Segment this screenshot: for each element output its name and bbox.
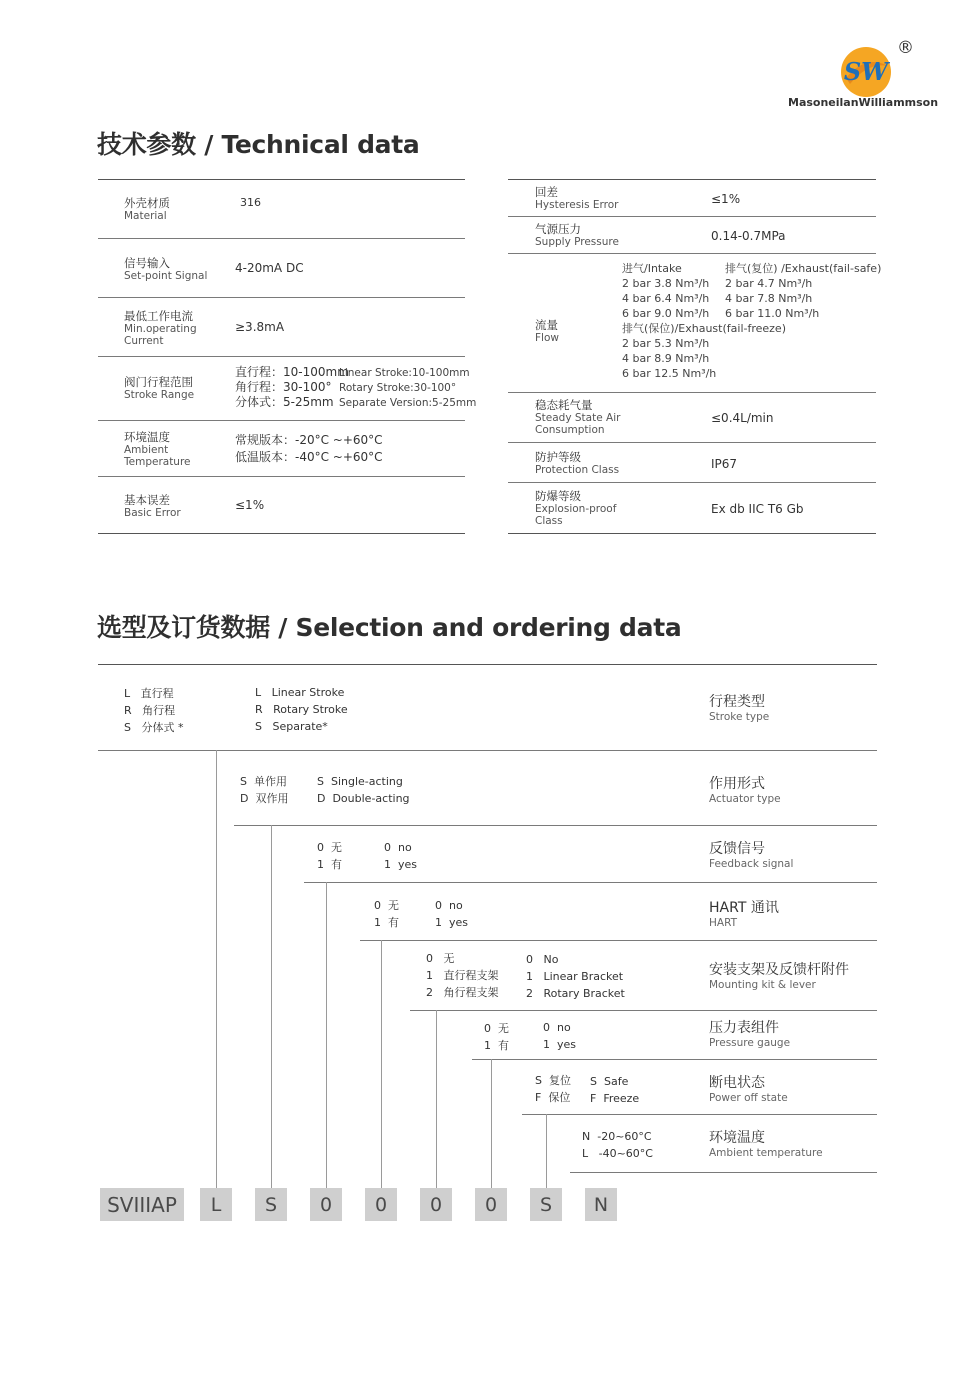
connector-line <box>491 1059 492 1188</box>
power-off-state-options-zh: S 复位 F 保位 <box>535 1074 571 1104</box>
left-table-top-rule <box>98 179 465 180</box>
min-current-label: 最低工作电流 Min.operating Current <box>124 309 197 347</box>
code-box-hart: 0 <box>365 1188 397 1221</box>
connector-line <box>546 1114 547 1188</box>
divider <box>508 216 876 217</box>
group-rule <box>234 825 877 826</box>
feedback-signal-options-en: 0 no 1 yes <box>384 841 417 871</box>
ambient-temp-values: 常规版本：-20°C ~+60°C 低温版本：-40°C ~+60°C <box>235 433 383 464</box>
ambient-temp-label: 环境温度 Ambient Temperature <box>124 430 191 468</box>
protection-class-value: IP67 <box>711 457 738 471</box>
connector-line <box>436 1010 437 1188</box>
min-current-value: ≥3.8mA <box>235 320 285 334</box>
protection-class-label: 防护等级 Protection Class <box>535 450 620 476</box>
ambient-temperature-label: 环境温度 Ambient temperature <box>709 1130 823 1159</box>
connector-line <box>326 882 327 1188</box>
mounting-kit-label: 安装支架及反馈杆附件 Mounting kit & lever <box>709 962 849 991</box>
hart-options-zh: 0 无 1 有 <box>374 899 399 929</box>
code-box-mounting-kit: 0 <box>420 1188 452 1221</box>
pressure-gauge-options-zh: 0 无 1 有 <box>484 1022 509 1052</box>
material-value: 316 <box>240 196 261 209</box>
divider <box>508 253 876 254</box>
explosion-proof-label: 防爆等级 Explosion-proof Class <box>535 489 617 527</box>
supply-pressure-label: 气源压力 Supply Pressure <box>535 222 619 248</box>
mounting-kit-options-zh: 0 无 1 直行程支架 2 角行程支架 <box>426 952 499 999</box>
stroke-range-label: 阀门行程范围 Stroke Range <box>124 375 195 401</box>
material-label: 外壳材质 Material <box>124 196 170 222</box>
code-box-actuator-type: S <box>255 1188 287 1221</box>
stroke-type-options-en: L Linear Stroke R Rotary Stroke S Separate* <box>255 686 348 733</box>
power-off-state-label: 断电状态 Power off state <box>709 1075 788 1104</box>
stroke-type-options-zh: L 直行程 R 角行程 S 分体式 * <box>124 687 184 734</box>
left-table-bottom-rule <box>98 533 465 534</box>
hysteresis-label: 回差 Hysteresis Error <box>535 185 619 211</box>
code-box-stroke-type: L <box>200 1188 232 1221</box>
selection-top-rule <box>98 664 877 665</box>
divider <box>508 392 876 393</box>
actuator-type-options-en: S Single-acting D Double-acting <box>317 775 410 805</box>
feedback-signal-options-zh: 0 无 1 有 <box>317 841 342 871</box>
code-box-model: SVIIIAP <box>100 1188 184 1221</box>
group-rule <box>522 1114 877 1115</box>
basic-error-value: ≤1% <box>235 498 265 512</box>
divider <box>98 238 465 239</box>
hysteresis-value: ≤1% <box>711 192 741 206</box>
stroke-range-en-values: Linear Stroke:10-100mm Rotary Stroke:30-100° Separate Version:5-25mm <box>339 367 477 409</box>
group-rule <box>98 750 877 751</box>
explosion-proof-value: Ex db IIC T6 Gb <box>711 502 804 516</box>
stroke-type-label: 行程类型 Stroke type <box>709 694 770 723</box>
divider <box>98 356 465 357</box>
ambient-temperature-options: N -20~60°C L -40~60°C <box>582 1130 653 1160</box>
technical-data-title: 技术参数 / Technical data <box>97 130 420 159</box>
divider <box>508 442 876 443</box>
divider <box>98 420 465 421</box>
connector-line <box>381 940 382 1188</box>
code-box-feedback: 0 <box>310 1188 342 1221</box>
divider <box>508 482 876 483</box>
actuator-type-options-zh: S 单作用 D 双作用 <box>240 775 289 805</box>
hart-options-en: 0 no 1 yes <box>435 899 468 929</box>
group-rule <box>304 882 877 883</box>
connector-line <box>216 750 217 1188</box>
group-rule <box>570 1172 877 1173</box>
code-box-power-off-state: S <box>530 1188 562 1221</box>
pressure-gauge-options-en: 0 no 1 yes <box>543 1021 576 1051</box>
signal-label: 信号输入 Set-point Signal <box>124 256 208 282</box>
power-off-state-options-en: S Safe F Freeze <box>590 1075 640 1105</box>
stroke-range-zh-values: 直行程：10-100mm 角行程：30-100° 分体式：5-25mm <box>235 365 349 409</box>
divider <box>98 476 465 477</box>
brand-name: MasoneilanWilliammson <box>788 96 939 109</box>
logo-mark <box>838 44 894 100</box>
pressure-gauge-label: 压力表组件 Pressure gauge <box>709 1020 791 1049</box>
logo-letters: SW <box>843 57 889 86</box>
right-table-bottom-rule <box>508 533 876 534</box>
steady-state-label: 稳态耗气量 Steady State Air Consumption <box>535 398 621 436</box>
actuator-type-label: 作用形式 Actuator type <box>709 776 781 805</box>
group-rule <box>472 1059 877 1060</box>
connector-line <box>271 825 272 1188</box>
registered-mark: ® <box>897 38 914 58</box>
hart-label: HART 通讯 HART <box>709 900 779 929</box>
flow-intake: 进气/Intake 2 bar 3.8 Nm³/h 4 bar 6.4 Nm³/h 6 bar 9.0 Nm³/h 排气(保位)/Exhaust(fail-freeze) 2 bar 5.3 Nm³/h 4 bar 8.9 Nm³/h 6 bar 12.5 Nm³/h <box>622 262 786 380</box>
right-table-top-rule <box>508 179 876 180</box>
flow-exhaust-safe: 排气(复位) /Exhaust(fail-safe) 2 bar 4.7 Nm³/h 4 bar 7.8 Nm³/h 6 bar 11.0 Nm³/h <box>725 262 882 320</box>
supply-pressure-value: 0.14-0.7MPa <box>711 229 786 243</box>
group-rule <box>360 940 877 941</box>
mounting-kit-options-en: 0 No 1 Linear Bracket 2 Rotary Bracket <box>526 953 625 1000</box>
code-box-ambient-temp: N <box>585 1188 617 1221</box>
feedback-signal-label: 反馈信号 Feedback signal <box>709 841 794 870</box>
steady-state-value: ≤0.4L/min <box>711 411 774 425</box>
code-box-pressure-gauge: 0 <box>475 1188 507 1221</box>
selection-title: 选型及订货数据 / Selection and ordering data <box>97 613 682 642</box>
basic-error-label: 基本误差 Basic Error <box>124 493 181 519</box>
brand-logo <box>838 44 894 100</box>
group-rule <box>410 1010 877 1011</box>
divider <box>98 297 465 298</box>
signal-value: 4-20mA DC <box>235 261 304 275</box>
flow-label: 流量 Flow <box>535 318 559 344</box>
